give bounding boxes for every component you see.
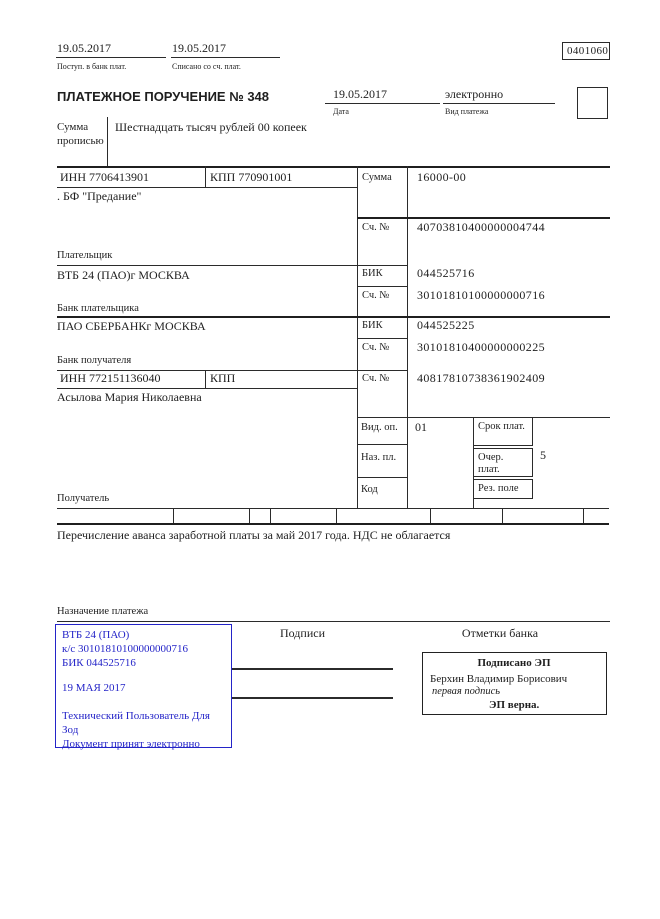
table-bottom-border (57, 508, 609, 509)
payee-bank-bik-value: 044525225 (417, 318, 475, 332)
code-label: Код (361, 484, 378, 495)
payer-bank-account-label: Сч. № (362, 290, 390, 301)
sum-row-underline (357, 217, 610, 219)
bank-stamp (55, 624, 232, 748)
received-date: 19.05.2017 (57, 41, 111, 55)
amount-words-label-1: Сумма (57, 121, 89, 133)
purpose-code-underline (357, 477, 407, 478)
pay-term-label: Срок плат. (478, 421, 525, 432)
purpose-text: Перечисление аванса заработной платы за май 2017 года. НДС не облагается (57, 528, 451, 542)
payer-account-value: 40703810400000004744 (417, 220, 545, 234)
payee-kpp: КПП (210, 371, 236, 385)
payee-account-label: Сч. № (362, 373, 390, 384)
payee-bank-label: Банк получателя (57, 355, 132, 366)
form-code: 0401060 (567, 45, 609, 57)
electronic-signature-box (422, 652, 607, 715)
stamp-spacer (62, 670, 225, 682)
amount-words-divider (107, 117, 108, 167)
op-kind-underline (357, 444, 407, 445)
payee-name: Асылова Мария Николаевна (57, 390, 202, 404)
stamp-spacer (62, 696, 225, 710)
priority-value: 5 (540, 448, 546, 462)
form-code-box (562, 42, 610, 60)
document-title: ПЛАТЕЖНОЕ ПОРУЧЕНИЕ № 348 (57, 89, 270, 104)
stamp-note: Документ принят электронно (62, 737, 200, 750)
purpose-underline (57, 621, 610, 622)
op-kind-label: Вид. оп. (361, 422, 398, 433)
payer-bank-label: Банк плательщика (57, 303, 139, 314)
date-label: Дата (333, 107, 349, 116)
tax-cell-divider (270, 508, 271, 523)
received-date-label: Поступ. в банк плат. (57, 62, 127, 71)
payee-inn: ИНН 772151136040 (60, 371, 161, 385)
document-date: 19.05.2017 (333, 87, 387, 101)
sum-label: Сумма (362, 172, 392, 183)
payer-bank-name: ВТБ 24 (ПАО)г МОСКВА (57, 268, 190, 282)
payee-bank-account-value: 30101810400000000225 (417, 340, 545, 354)
status-box (577, 87, 608, 119)
tax-cell-divider (336, 508, 337, 523)
debited-date: 19.05.2017 (172, 41, 226, 55)
inn-kpp-divider-payee (205, 370, 206, 388)
tax-cell-divider (249, 508, 250, 523)
tax-row-bottom-border (57, 523, 609, 525)
payer-kpp: КПП 770901001 (210, 170, 293, 184)
stamp-corr-account: к/с 30101810100000000716 (62, 642, 189, 655)
sum-value: 16000-00 (417, 170, 467, 184)
reserve-label: Рез. поле (478, 483, 519, 494)
payer-label: Плательщик (57, 250, 113, 261)
purpose-label: Назначение платежа (57, 606, 149, 617)
inn-row-underline-payer (57, 187, 357, 188)
payee-bank-account-label: Сч. № (362, 342, 390, 353)
payment-kind: электронно (445, 87, 504, 101)
debited-date-label: Списано со сч. плат. (172, 62, 241, 71)
bik-label-divider-1 (357, 286, 407, 287)
signatures-header: Подписи (279, 626, 326, 640)
bik-label-divider-2 (357, 338, 407, 339)
amount-words-label-2: прописью (57, 135, 104, 147)
payee-bank-name: ПАО СБЕРБАНКг МОСКВА (57, 319, 206, 333)
payer-bank-bik-value: 044525716 (417, 266, 475, 280)
date-underline (325, 103, 440, 104)
purpose-code-label: Наз. пл. (361, 452, 397, 463)
tax-cell-divider (173, 508, 174, 523)
payer-account-label: Сч. № (362, 222, 390, 233)
stamp-bik: БИК 044525716 (62, 656, 136, 669)
esign-verified: ЭП верна. (489, 699, 540, 711)
stamp-user: Технический Пользователь Для Зод (62, 710, 210, 736)
inn-row-underline-payee (57, 388, 357, 389)
table-top-border (57, 166, 610, 168)
stamp-date: 19 МАЯ 2017 (62, 682, 126, 695)
esign-name: Берхин Владимир Борисович (430, 673, 568, 685)
payment-kind-underline (443, 103, 555, 104)
esign-title: Подписано ЭП (477, 657, 551, 669)
payer-bank-bik-label: БИК (362, 268, 383, 279)
inn-kpp-divider-payer (205, 166, 206, 187)
debited-date-underline (171, 57, 280, 58)
payer-bank-account-value: 30101810100000000716 (417, 288, 545, 302)
priority-label: Очер. плат. (478, 452, 504, 475)
amount-words-value: Шестнадцать тысяч рублей 00 копеек (115, 120, 307, 134)
received-date-underline (56, 57, 166, 58)
tax-cell-divider (502, 508, 503, 523)
tax-cell-divider (430, 508, 431, 523)
esign-subtitle: первая подпись (432, 686, 501, 697)
signature-line-2 (232, 697, 393, 699)
bank-marks-header: Отметки банка (461, 626, 539, 640)
payee-label: Получатель (57, 493, 110, 504)
payee-bank-bik-label: БИК (362, 320, 383, 331)
payment-kind-label: Вид платежа (445, 107, 489, 116)
op-kind-value: 01 (415, 420, 427, 434)
payer-row-underline (57, 265, 407, 266)
tax-cell-divider (583, 508, 584, 523)
payee-account-value: 40817810738361902409 (417, 371, 545, 385)
payer-inn: ИНН 7706413901 (60, 170, 149, 184)
signature-line-1 (232, 668, 393, 670)
payer-bank-underline (57, 316, 610, 318)
payer-name: . БФ "Предание" (57, 189, 142, 203)
stamp-bank-name: ВТБ 24 (ПАО) (62, 629, 130, 641)
